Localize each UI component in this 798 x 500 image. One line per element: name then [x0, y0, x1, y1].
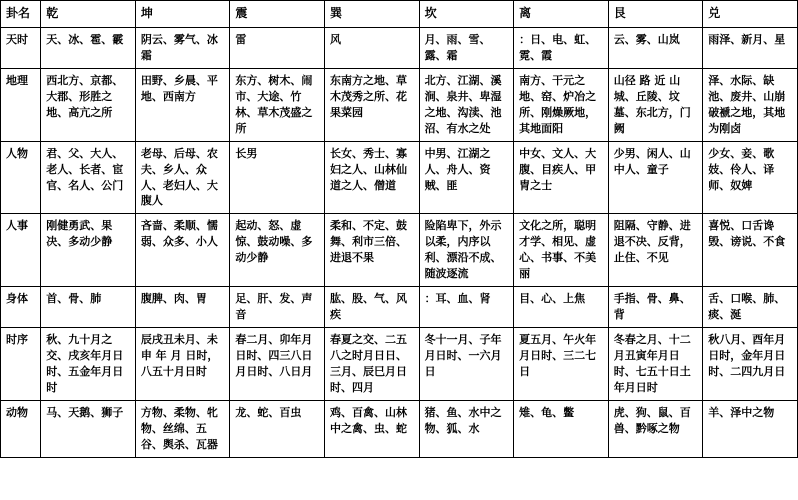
column-header-gen: 艮: [608, 1, 703, 28]
cell-dili-kun: 田野、乡晨、平地、西南方: [135, 68, 230, 141]
column-header-qian: 乾: [41, 1, 136, 28]
table-row: [1, 287, 798, 328]
cell-shenti-kan: ：耳、血、肾: [419, 287, 514, 328]
cell-shixu-gen: 冬春之月、十二月丑寅年月日时、七五十日土年月日时: [608, 328, 703, 401]
row-header-tianshi: 天时: [1, 28, 41, 69]
cell-renshi-li: 文化之所，聪明才学、相见、虚心、书事、不美丽: [514, 214, 609, 287]
cell-renshi-kun: 吝啬、柔顺、懦弱、众多、小人: [135, 214, 230, 287]
row-header-dili: 地理: [1, 68, 41, 141]
row-header-shixu: 时序: [1, 328, 41, 401]
cell-renwu-kan: 中男、江湖之人、舟人、资贼、匪: [419, 141, 514, 214]
cell-tianshi-xun: 风: [324, 28, 419, 69]
cell-renshi-gen: 阻隔、守静、进退不决、反背，止住、不见: [608, 214, 703, 287]
cell-renshi-qian: 刚健勇武、果决、多动少静: [41, 214, 136, 287]
cell-dongwu-dui: 羊、泽中之物: [703, 400, 798, 457]
column-header-xun: 巽: [324, 1, 419, 28]
column-header-zhen: 震: [230, 1, 325, 28]
cell-dongwu-gen: 虎、狗、鼠、百兽、黔啄之物: [608, 400, 703, 457]
column-header-kan: 坎: [419, 1, 514, 28]
table-row: [1, 68, 798, 141]
table-row: [1, 214, 798, 287]
cell-dongwu-kan: 猪、鱼、水中之物、狐、水: [419, 400, 514, 457]
cell-dili-xun: 东南方之地、草木茂秀之所、花果菜园: [324, 68, 419, 141]
table-header-row: [1, 1, 798, 28]
cell-renwu-dui: 少女、妾、歌妓、伶人、译师、奴婢: [703, 141, 798, 214]
cell-tianshi-dui: 雨泽、新月、星: [703, 28, 798, 69]
cell-renwu-gen: 少男、闲人、山中人、童子: [608, 141, 703, 214]
column-header-guaming: 卦名: [1, 1, 41, 28]
cell-dongwu-kun: 方物、柔物、牝物、丝绵、五谷、舆杀、瓦器: [135, 400, 230, 457]
cell-shixu-dui: 秋八月、酉年月日时，金年月日时、二四九月日: [703, 328, 798, 401]
cell-dili-li: 南方、干元之地、窑、炉冶之所、刚燥厥地，其地面阳: [514, 68, 609, 141]
cell-dili-gen: 山径 路 近 山城、丘陵、坟墓、东北方，门阙: [608, 68, 703, 141]
cell-renshi-dui: 喜悦、口舌谗毁、谤说、不食: [703, 214, 798, 287]
table-row: [1, 141, 798, 214]
row-header-renshi: 人事: [1, 214, 41, 287]
cell-shenti-xun: 肱、股、气、风疾: [324, 287, 419, 328]
cell-shixu-zhen: 春二月、卯年月日时、四三八日月日时、八日月: [230, 328, 325, 401]
cell-tianshi-li: ：日、电、虹、霓、霞: [514, 28, 609, 69]
cell-renwu-xun: 长女、秀士、寡妇之人、山林仙道之人、僧道: [324, 141, 419, 214]
cell-shixu-qian: 秋、九十月之交、戌亥年月日时、五金年月日时: [41, 328, 136, 401]
cell-shixu-kun: 辰戌丑未月、未 申 年 月 日时，八五十月日时: [135, 328, 230, 401]
column-header-dui: 兑: [703, 1, 798, 28]
cell-shixu-li: 夏五月、午火年月日时、三二七日: [514, 328, 609, 401]
column-header-kun: 坤: [135, 1, 230, 28]
cell-tianshi-qian: 天、冰、雹、霰: [41, 28, 136, 69]
cell-shenti-gen: 手指、骨、鼻、背: [608, 287, 703, 328]
column-header-li: 离: [514, 1, 609, 28]
cell-shenti-dui: 舌、口喉、肺、痰、涎: [703, 287, 798, 328]
cell-renshi-xun: 柔和、不定、鼓舞、利市三倍、进退不果: [324, 214, 419, 287]
cell-renwu-zhen: 长男: [230, 141, 325, 214]
cell-renwu-kun: 老母、后母、农夫、乡人、众人、老妇人、大腹人: [135, 141, 230, 214]
cell-shenti-zhen: 足、肝、发、声音: [230, 287, 325, 328]
cell-shenti-kun: 腹脾、肉、胃: [135, 287, 230, 328]
cell-dongwu-xun: 鸡、百禽、山林中之禽、虫、蛇: [324, 400, 419, 457]
cell-renwu-qian: 君、父、大人、老人、长者、宦官、名人、公门: [41, 141, 136, 214]
cell-dongwu-li: 雉、龟、鳖: [514, 400, 609, 457]
row-header-dongwu: 动物: [1, 400, 41, 457]
cell-tianshi-kun: 阴云、雾气、冰霜: [135, 28, 230, 69]
cell-renshi-kan: 险陷卑下，外示以柔，内序以利、漂沿不成、随波逐流: [419, 214, 514, 287]
row-header-renwu: 人物: [1, 141, 41, 214]
table-row: [1, 400, 798, 457]
cell-tianshi-zhen: 雷: [230, 28, 325, 69]
cell-dili-zhen: 东方、树木、闹市、大途、竹林、草木茂盛之所: [230, 68, 325, 141]
cell-renshi-zhen: 起动、怒、虚惊、鼓动噪、多动少静: [230, 214, 325, 287]
cell-dili-kan: 北方、江湖、溪涧、泉井、卑湿之地、沟渎、池沼、有水之处: [419, 68, 514, 141]
cell-shenti-li: 目、心、上焦: [514, 287, 609, 328]
cell-dongwu-qian: 马、天鹅、狮子: [41, 400, 136, 457]
cell-shixu-xun: 春夏之交、二五八之时月日日、三月、辰巳月日时、四月: [324, 328, 419, 401]
cell-tianshi-gen: 云、雾、山岚: [608, 28, 703, 69]
cell-renwu-li: 中女、文人、大腹、目疾人、甲胄之士: [514, 141, 609, 214]
table-row: [1, 28, 798, 69]
cell-shenti-qian: 首、骨、肺: [41, 287, 136, 328]
cell-dili-dui: 泽、水际、缺池、废井、山崩破褫之地，其地为刚卤: [703, 68, 798, 141]
cell-dili-qian: 西北方、京都、大郡、形胜之地、高亢之所: [41, 68, 136, 141]
table-row: [1, 328, 798, 401]
row-header-shenti: 身体: [1, 287, 41, 328]
cell-shixu-kan: 冬十一月、子年月日时、一六月日: [419, 328, 514, 401]
cell-dongwu-zhen: 龙、蛇、百虫: [230, 400, 325, 457]
cell-tianshi-kan: 月、雨、雪、露、霜: [419, 28, 514, 69]
